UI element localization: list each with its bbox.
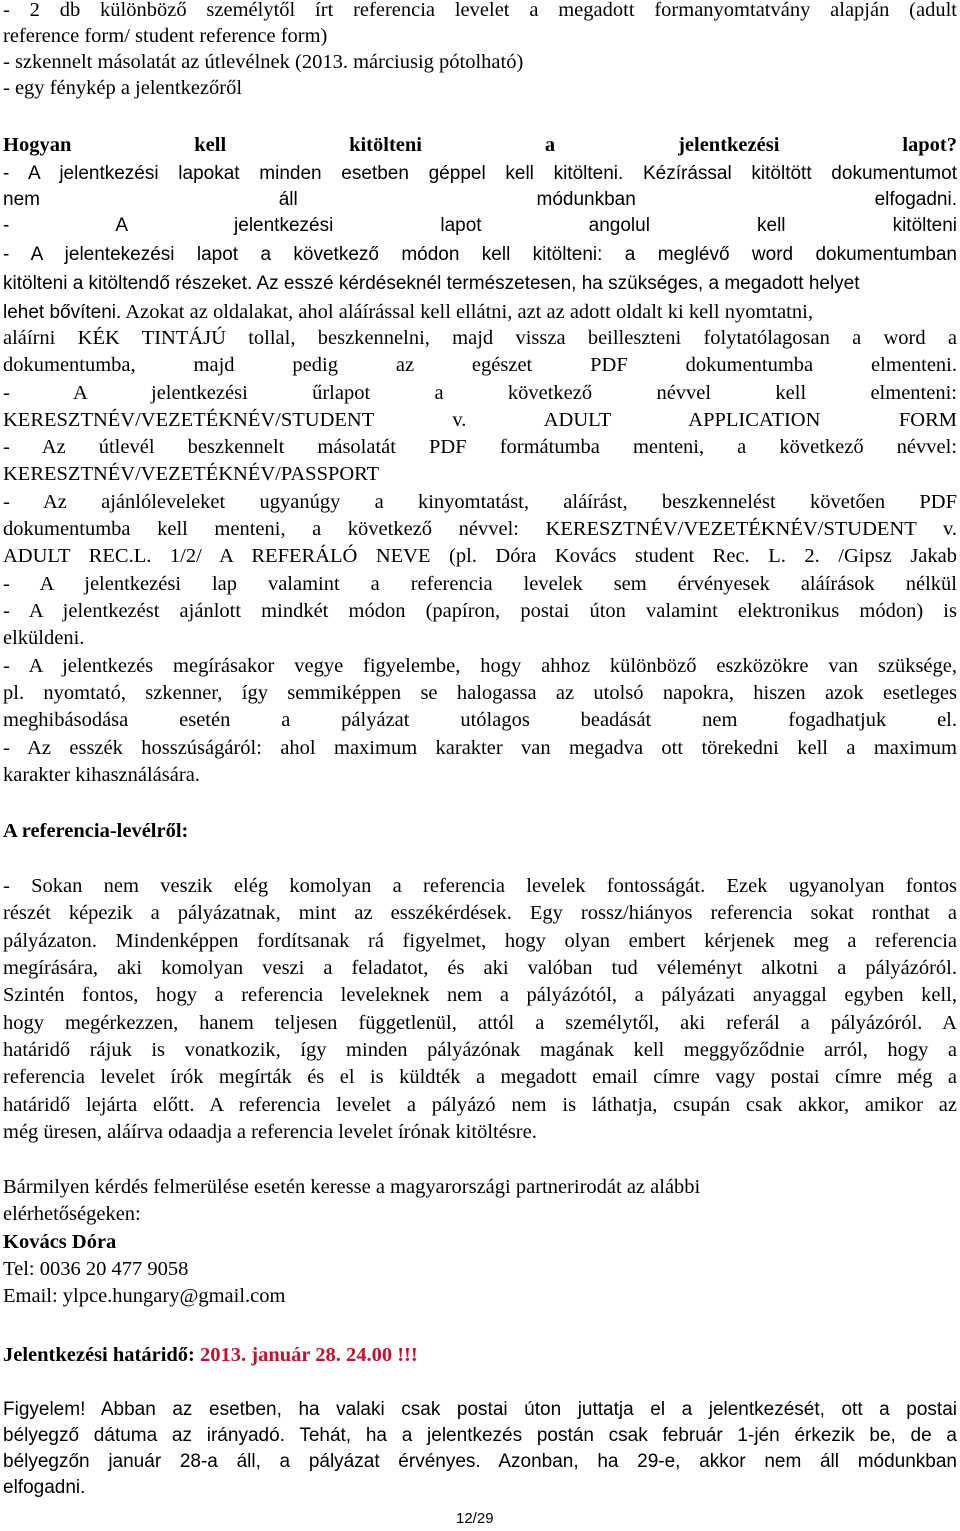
page-number: 12/29 bbox=[456, 1510, 494, 1527]
paragraph-line: Szintén fontos, hogy a referencia leveleknek nem a pályázótól, a pályázati anyaggal egyben kell, bbox=[3, 984, 957, 1006]
paragraph-line: meghibásodása esetén a pályázat utólagos beadását nem fogadhatjuk el. bbox=[3, 709, 957, 731]
list-item: - szkennelt másolatát az útlevélnek (2013. márciusig pótolható) bbox=[3, 51, 524, 73]
paragraph-line: - Az ajánlóleveleket ugyanúgy a kinyomtatást, aláírást, beszkennelést követően PDF bbox=[3, 491, 957, 513]
paragraph-line: karakter kihasználására. bbox=[3, 764, 200, 786]
paragraph-line: pályázaton. Mindenképpen fordítsanak rá figyelmet, hogy olyan embert kérjenek meg a referencia bbox=[3, 930, 957, 952]
paragraph-line: kitölteni a kitöltendő részeket. Az esszé kérdéseknél természetesen, ha szükséges, a megadott helyet bbox=[3, 273, 860, 294]
contact-phone: Tel: 0036 20 477 9058 bbox=[3, 1258, 189, 1280]
paragraph-line: határidő lejárta előtt. A referencia levelet a pályázó nem is láthatja, csupán csak akkor, amikor az bbox=[3, 1094, 957, 1116]
paragraph-line: aláírni KÉK TINTÁJÚ tollal, beszkennelni, majd vissza beilleszteni folytatólagosan a word a bbox=[3, 327, 957, 349]
notice-line: Figyelem! Abban az esetben, ha valaki csak postai úton juttatja el a jelentkezését, ott a postai bbox=[3, 1399, 957, 1420]
paragraph-line: - A jelentkezési lap valamint a referencia levelek sem érvényesek aláírások nélkül bbox=[3, 573, 957, 595]
paragraph-line: - A jelentkezés megírásakor vegye figyelembe, hogy ahhoz különböző eszközökre van szüksége, bbox=[3, 655, 957, 677]
paragraph-line: - Az útlevél beszkennelt másolatát PDF formátumba menteni, a következő névvel: bbox=[3, 436, 957, 458]
paragraph-line: elküldeni. bbox=[3, 627, 85, 649]
paragraph-line: még üresen, aláírva odaadja a referencia levelet írónak kitöltésre. bbox=[3, 1121, 537, 1143]
paragraph-line bbox=[3, 299, 957, 326]
contact-intro: elérhetőségeken: bbox=[3, 1203, 141, 1225]
paragraph-line: - A jelentkezést ajánlott mindkét módon (papíron, postai úton valamint elektronikus módon) is bbox=[3, 600, 957, 622]
paragraph-line: - A jelentkezési lapokat minden esetben géppel kell kitölteni. Kézírással kitöltött dokumentumot bbox=[3, 163, 957, 184]
paragraph-fragment: lehet bővíteni. bbox=[3, 302, 122, 323]
paragraph-line: - A jelentekezési lapot a következő módon kell kitölteni: a meglévő word dokumentumban bbox=[3, 244, 957, 265]
paragraph-line: dokumentumba, majd pedig az egészet PDF dokumentumba elmenteni. bbox=[3, 354, 957, 376]
contact-intro: Bármilyen kérdés felmerülése esetén keresse a magyarországi partnerirodát az alábbi bbox=[3, 1176, 701, 1198]
paragraph-line: megírására, aki komolyan veszi a feladatot, és aki valóban tud véleményt alkotni a pályázóról. bbox=[3, 957, 957, 979]
paragraph-line: határidő rájuk is vonatkozik, így minden pályázónak magának kell meggyőződnie arról, hogy a bbox=[3, 1039, 957, 1061]
notice-line: bélyegző dátuma az irányadó. Tehát, ha a jelentkezés postán csak február 1-jén érkezik be, de a bbox=[3, 1425, 957, 1446]
deadline-suffix: !!! bbox=[392, 1344, 418, 1366]
paragraph-line: dokumentumba kell menteni, a következő névvel: KERESZTNÉV/VEZETÉKNÉV/STUDENT v. bbox=[3, 518, 957, 540]
list-item: - 2 db különböző személytől írt referencia levelet a megadott formanyomtatvány alapján (adult bbox=[3, 0, 957, 21]
paragraph-line: - Az esszék hosszúságáról: ahol maximum karakter van megadva ott törekedni kell a maximum bbox=[3, 737, 957, 759]
paragraph-fragment: Azokat az oldalakat, ahol aláírással kell ellátni, azt az adott oldalt ki kell nyomtatni, bbox=[121, 301, 813, 323]
paragraph-line: nem áll módunkban elfogadni. bbox=[3, 189, 957, 210]
deadline-date: 2013. január 28. 24.00 bbox=[200, 1344, 393, 1366]
section-heading: A referencia-levélről: bbox=[3, 820, 189, 842]
paragraph-line: pl. nyomtató, szkenner, így semmiképpen se halogassa az utolsó napokra, hiszen azok esetleges bbox=[3, 682, 957, 704]
paragraph-line: referencia levelet írók megírták és el is küldték a megadott email címre vagy postai címre még a bbox=[3, 1066, 957, 1088]
section-heading: Hogyan kell kitölteni a jelentkezési lapot? bbox=[3, 134, 957, 156]
paragraph-line: - Sokan nem veszik elég komolyan a referencia levelek fontosságát. Ezek ugyanolyan fontos bbox=[3, 875, 957, 897]
notice-line: elfogadni. bbox=[3, 1477, 86, 1498]
paragraph-line: ADULT REC.L. 1/2/ A REFERÁLÓ NEVE (pl. Dóra Kovács student Rec. L. 2. /Gipsz Jakab bbox=[3, 545, 957, 567]
paragraph-line: hogy megérkezzen, hanem teljesen függetlenül, attól a személytől, aki referál a pályázóról. A bbox=[3, 1012, 957, 1034]
notice-line: bélyegzőn január 28-a áll, a pályázat érvényes. Azonban, ha 29-e, akkor nem áll módunkban bbox=[3, 1451, 957, 1472]
contact-email: Email: ylpce.hungary@gmail.com bbox=[3, 1285, 286, 1307]
paragraph-line: KERESZTNÉV/VEZETÉKNÉV/STUDENT v. ADULT APPLICATION FORM bbox=[3, 409, 957, 431]
list-item: - egy fénykép a jelentkezőről bbox=[3, 77, 243, 99]
deadline-line bbox=[3, 1342, 957, 1369]
deadline-label: Jelentkezési határidő: bbox=[3, 1344, 200, 1366]
paragraph-line: - A jelentkezési lapot angolul kell kitölteni bbox=[3, 215, 957, 236]
paragraph-line: - A jelentkezési űrlapot a következő névvel kell elmenteni: bbox=[3, 382, 957, 404]
list-item: reference form/ student reference form) bbox=[3, 25, 328, 47]
paragraph-line: részét képezik a pályázatnak, mint az esszékérdések. Egy rossz/hiányos referencia sokat ronthat a bbox=[3, 902, 957, 924]
contact-name: Kovács Dóra bbox=[3, 1231, 117, 1253]
paragraph-line: KERESZTNÉV/VEZETÉKNÉV/PASSPORT bbox=[3, 463, 380, 485]
